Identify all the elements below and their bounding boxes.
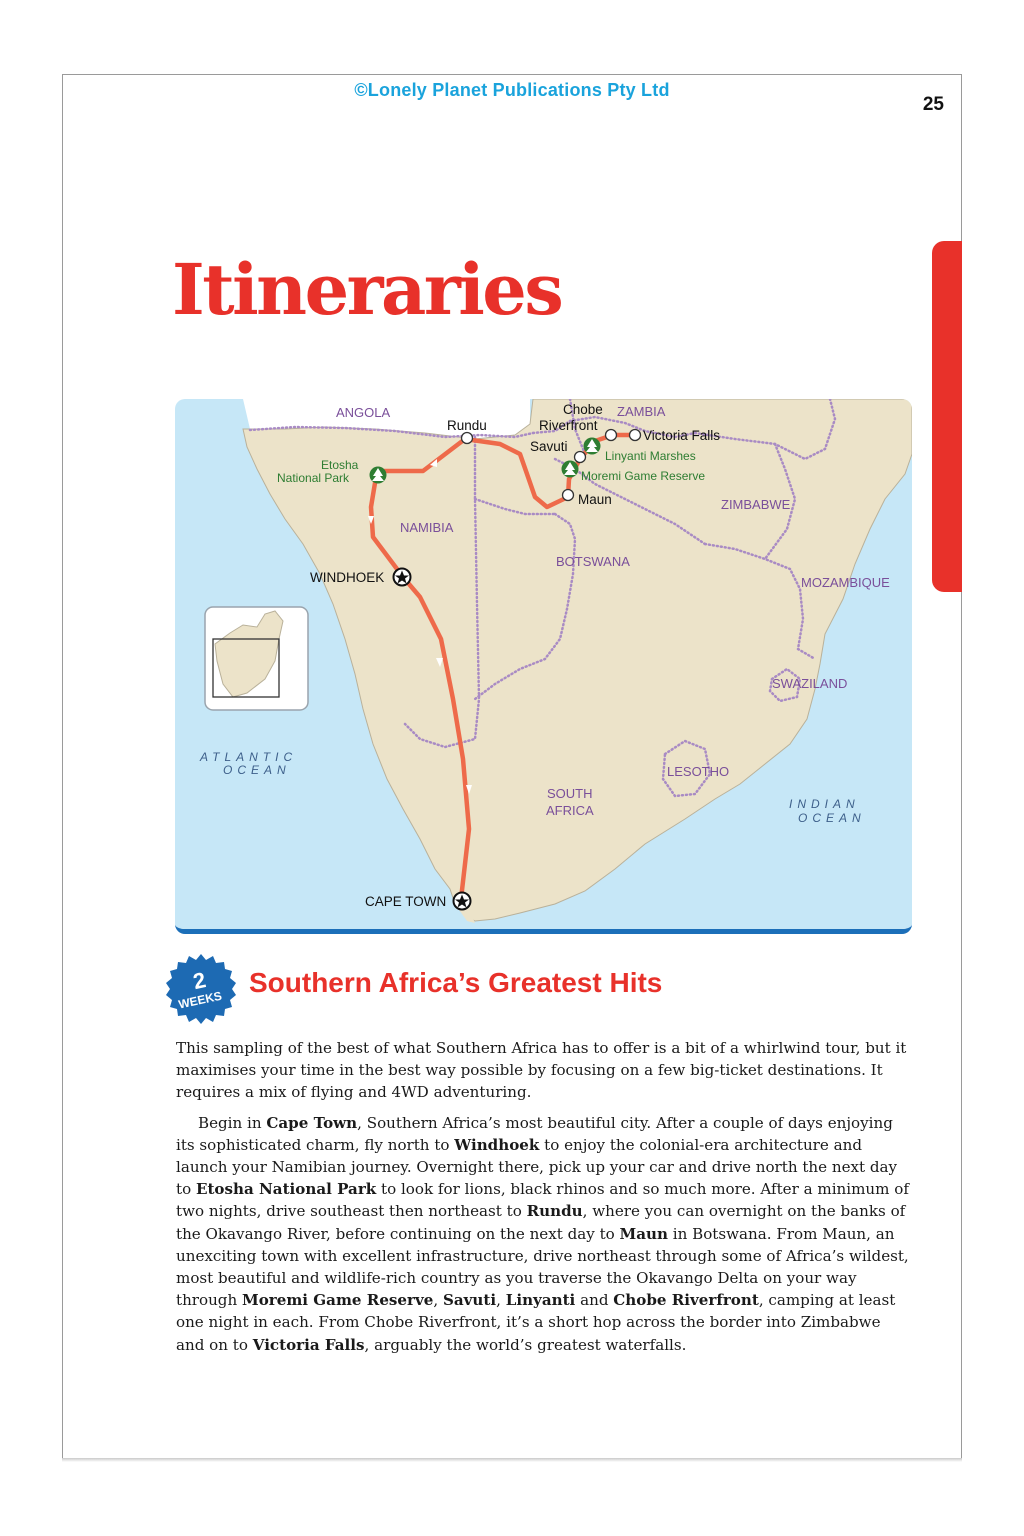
label-moremi: Moremi Game Reserve [581,469,706,483]
label-cape-town: CAPE TOWN [365,894,447,909]
label-botswana: BOTSWANA [556,554,630,569]
intro-paragraph: This sampling of the best of what Southern Africa has to offer is a bit of a whirlwind tour, but it maximises your time in the best way possible by focusing on a few big-ticket destinations. It requires a mix of flying and 4WD adventuring. [176,1039,907,1102]
page-shadow [62,1458,962,1462]
route-paragraph: Begin in Cape Town, Southern Africa’s most beautiful city. After a couple of days enjoying its sophisticated charm, fly north to Windhoek to enjoy the colonial-era architecture and launch your Namibian journey. Overnight there, pick up your car and drive north the next day to Etosha National Park to look for lions, black rhinos and so much more. After a minimum of two nights, drive southeast then northeast to Rundu, where you can overnight on the banks of the Okavango River, before continuing on the next day to Maun in Botswana. From Maun, an unexciting town with excellent infrastructure, drive northeast through some of Africa’s wildest, most beautiful and wildlife-rich country as you traverse the Okavango Delta on your way through Moremi Game Reserve, Savuti, Linyanti and Chobe Riverfront, camping at least one night in each. From Chobe Riverfront, it’s a short hop across the border into Zimbabwe and on to Victoria Falls, arguably the world’s greatest waterfalls. [176,1113,909,1354]
label-etosha-2: National Park [277,471,350,485]
chapter-title: Itineraries [172,248,562,331]
label-namibia: NAMIBIA [400,520,454,535]
label-chobe-1: Chobe [563,402,603,417]
label-indian-2: OCEAN [798,811,866,825]
label-swaziland: SWAZILAND [772,676,848,691]
label-mozambique: MOZAMBIQUE [801,575,890,590]
label-atlantic-1: ATLANTIC [200,750,298,764]
place-victoria-falls: Victoria Falls [252,1335,365,1354]
label-south-africa-1: SOUTH [547,786,593,801]
label-maun: Maun [578,492,612,507]
label-etosha-1: Etosha [321,458,359,472]
label-indian-1: INDIAN [789,797,860,811]
place-moremi: Moremi Game Reserve [242,1291,434,1310]
chapter-tab[interactable] [932,241,962,592]
label-windhoek: WINDHOEK [310,570,385,585]
label-atlantic-2: OCEAN [223,763,291,777]
page-number: 25 [922,94,944,115]
label-angola: ANGOLA [336,405,391,420]
itinerary-title: Southern Africa’s Greatest Hits [249,967,663,998]
duration-badge [163,952,239,1028]
label-savuti: Savuti [530,439,568,454]
itinerary-body [176,1037,912,1356]
place-savuti: Savuti [442,1291,497,1310]
itinerary-map [175,399,912,934]
label-linyanti: Linyanti Marshes [605,449,696,463]
label-south-africa-2: AFRICA [546,803,594,818]
badge-unit: WEEKS [177,988,224,1012]
badge-number: 2 [190,967,209,995]
place-chobe: Chobe Riverfront [613,1291,759,1310]
place-etosha: Etosha National Park [195,1180,377,1199]
inset-locator-map [205,607,308,710]
label-victoria-falls: Victoria Falls [643,428,721,443]
place-maun: Maun [619,1224,668,1243]
label-zimbabwe: ZIMBABWE [721,497,791,512]
label-zambia: ZAMBIA [617,404,666,419]
place-windhoek: Windhoek [454,1135,540,1154]
copyright-notice: ©Lonely Planet Publications Pty Ltd [354,80,670,100]
place-linyanti: Linyanti [505,1291,576,1310]
label-rundu: Rundu [447,418,487,433]
label-chobe-2: Riverfront [539,418,598,433]
place-rundu: Rundu [526,1202,583,1221]
place-cape-town: Cape Town [266,1113,358,1132]
label-lesotho: LESOTHO [667,764,730,779]
